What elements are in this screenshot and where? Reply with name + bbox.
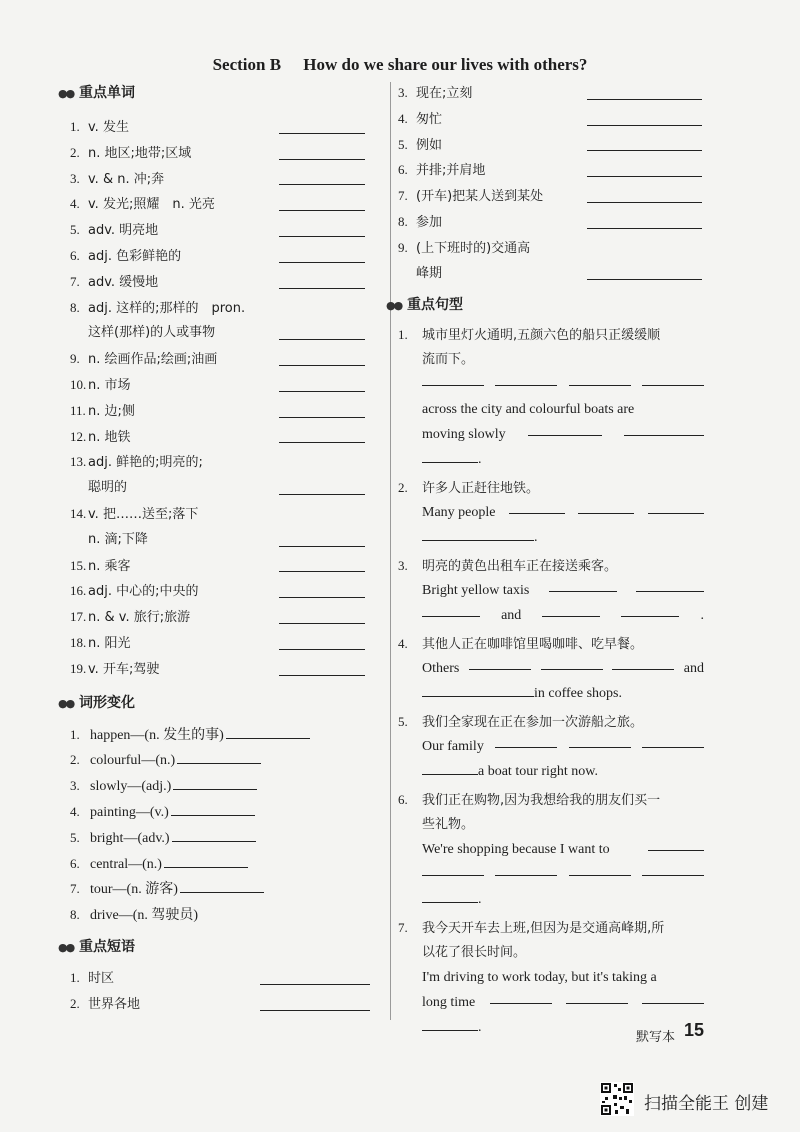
item-prompt: (上下班时的)交通高 [416,240,531,256]
sentence-chinese-text: 以花了很长时间。 [422,945,527,961]
item-number: 3. [398,85,408,100]
item-prompt: n. 乘客 [88,558,131,574]
item-prompt: 参加 [416,214,443,230]
item-prompt: colourful—(n.) [90,753,176,769]
item-prompt: v. 开车;驾驶 [88,661,160,677]
phrase-list-left [70,965,375,1017]
item-prompt: 并排;并肩地 [416,163,486,179]
sentence-text: in coffee shops. [534,686,622,702]
answer-blank[interactable] [279,622,365,624]
item-prompt: adj. 色彩鲜艳的 [88,248,182,264]
answer-blank[interactable] [422,449,478,463]
item-prompt: v. 把……送至;落下 [88,506,199,522]
item-prompt: happen—(n. 发生的事) [90,727,224,743]
vocab-item [70,424,375,450]
sentence-chinese-text: 城市里灯火通明,五颜六色的船只正缓缓顺 [422,328,661,344]
vocab-item [70,166,375,192]
wordform-item [70,722,375,748]
item-prompt: adv. 明亮地 [88,223,159,239]
answer-blank[interactable] [495,862,557,876]
item-number: 8. [70,907,80,923]
sentence-english-line [398,447,708,472]
answer-blank[interactable] [642,862,704,876]
vocab-item [70,140,375,166]
sentence-text: moving slowly [422,427,506,443]
sentence-english-line [398,862,708,887]
answer-blank[interactable] [279,493,365,495]
sentence-chinese-text: 许多人正赶往地铁。 [422,481,540,497]
item-prompt: n. 地铁 [88,429,131,445]
vocab-item [70,578,375,604]
item-number: 6. [398,162,408,178]
wordform-item [70,799,375,825]
sentence-text: and [501,608,522,624]
item-number: 1. [70,119,80,134]
sentence-chinese-text: 些礼物。 [422,817,475,833]
sentence-english-line [398,525,708,550]
answer-blank[interactable] [173,777,257,790]
phrases-heading: ●● 重点短语 [70,934,375,960]
sentence-text: Our family [422,739,484,755]
sentence-chinese [398,915,708,940]
answer-blank[interactable] [569,862,631,876]
right-column [386,80,708,1043]
wordform-item [70,825,375,851]
answer-blank[interactable] [260,983,370,985]
item-number: 2. [398,480,408,496]
phrase-item [398,235,708,261]
wordform-item [70,773,375,799]
item-number: 8. [398,213,408,229]
phrase-item [70,965,375,991]
item-number: 3. [70,778,80,794]
left-column [58,80,375,1017]
item-prompt: n. & v. 旅行;旅游 [88,610,191,626]
item-number: 9. [70,351,80,367]
sentence-text: Many people [422,505,496,521]
answer-blank[interactable] [180,880,264,893]
item-number: 4. [70,803,80,819]
item-number: 3. [70,170,80,186]
wordform-item [70,747,375,773]
answer-blank[interactable] [260,1009,370,1011]
answer-blank[interactable] [422,862,484,876]
answer-blank[interactable] [164,855,248,868]
item-prompt-continued: 峰期 [416,265,443,281]
section-label: Section B [212,55,282,74]
item-prompt: tour—(n. 游客) [90,882,178,898]
answer-blank[interactable] [648,837,704,851]
answer-blank[interactable] [279,338,365,340]
phrase-item [398,183,708,209]
sentence-english-line [398,837,708,862]
answer-blank[interactable] [587,201,702,203]
sentence-text: We're shopping because I want to [422,842,610,858]
answer-blank[interactable] [566,990,628,1004]
phrase-item [398,209,708,235]
item-number: 2. [70,144,80,160]
item-number: 5. [398,136,408,152]
answer-blank[interactable] [549,578,617,592]
section-bullet-icon: ●● [386,299,402,313]
answer-blank[interactable] [509,500,565,514]
sentence-text: long time [422,995,476,1011]
sentence-chinese [398,709,708,734]
vocab-item [70,114,375,140]
vocab-item [70,243,375,269]
answer-blank[interactable] [648,500,704,514]
vocab-item-continued [70,475,375,501]
item-number: 4. [398,636,408,652]
item-number: 8. [70,299,80,315]
answer-blank[interactable] [279,209,365,211]
vocab-item [70,191,375,217]
wordforms-heading: ●● 词形变化 [70,690,375,716]
answer-blank[interactable] [528,422,602,436]
answer-blank[interactable] [578,500,634,514]
sentence-text: . [478,892,482,908]
item-prompt: v. & n. 冲;奔 [88,171,165,187]
vocab-item [70,604,375,630]
sentence-english-line [398,681,708,706]
item-prompt: n. 绘画作品;绘画;油画 [88,352,218,368]
answer-blank[interactable] [279,261,365,263]
item-prompt: bright—(adv.) [90,830,170,846]
sentence-text: across the city and colourful boats are [422,402,635,418]
answer-blank[interactable] [279,158,365,160]
answer-blank[interactable] [621,603,679,617]
sentence-chinese-text: 其他人正在咖啡馆里喝咖啡、吃早餐。 [422,637,644,653]
sentence-english-line [398,887,708,912]
footer-label: 默写本 [636,1030,676,1045]
answer-blank[interactable] [279,364,365,366]
answer-blank[interactable] [279,545,365,547]
item-prompt: 例如 [416,137,443,153]
sentence-chinese [398,631,708,656]
item-prompt-continued: 这样(那样)的人或事物 [88,325,216,341]
vocab-item [70,346,375,372]
sentence-item [398,709,708,784]
sentence-item [398,787,708,912]
item-prompt: n. 边;侧 [88,403,135,419]
phrase-item [398,132,708,158]
item-number: 7. [70,273,80,289]
sentence-chinese [398,553,708,578]
answer-blank[interactable] [642,372,704,386]
sentence-chinese-text: 流而下。 [422,352,475,368]
sentence-text: I'm driving to work today, but it's taking a [422,970,657,986]
page-number: 15 [684,1020,705,1040]
answer-blank[interactable] [279,596,365,598]
answer-blank[interactable] [279,570,365,572]
item-number: 2. [70,995,80,1011]
sentence-chinese [398,812,708,837]
wordform-list [70,722,375,928]
sentence-item [398,915,708,1040]
vocab-item [70,372,375,398]
answer-blank[interactable] [624,422,704,436]
vocab-item [70,656,375,682]
sentence-english-line [398,734,708,759]
answer-blank[interactable] [279,287,365,289]
sentence-text: . [478,1020,482,1036]
vocab-item [70,553,375,579]
item-prompt: drive—(n. 驾驶员) [90,908,199,924]
item-prompt: adj. 这样的;那样的 pron. [88,300,246,316]
item-prompt: v. 发生 [88,120,129,135]
section-question: How do we share our lives with others? [303,55,588,74]
answer-blank[interactable] [541,656,603,670]
item-number: 9. [398,239,408,255]
item-prompt: n. 地区;地带;区域 [88,145,192,161]
item-number: 6. [70,247,80,263]
answer-blank[interactable] [642,990,704,1004]
answer-blank[interactable] [279,183,365,185]
item-number: 3. [398,558,408,574]
sentence-chinese-text: 我今天开车去上班,但因为是交通高峰期,所 [422,921,665,937]
section-bullet-icon: ●● [58,696,74,710]
vocab-item [70,295,375,321]
answer-blank[interactable] [642,734,704,748]
item-number: 4. [70,196,80,212]
phrase-list-right [398,80,708,286]
phrase-item [398,80,708,106]
sentence-chinese [398,475,708,500]
sentence-english-line [398,372,708,397]
vocab-item-continued [70,320,375,346]
item-number: 5. [70,222,80,238]
item-number: 7. [398,920,408,936]
section-bullet-icon: ●● [58,940,74,954]
sentence-list [398,322,708,1040]
item-prompt: v. 发光;照耀 n. 光亮 [88,197,215,213]
sentence-english-line [398,397,708,422]
answer-blank[interactable] [478,527,534,541]
item-prompt: adv. 缓慢地 [88,274,159,290]
sentence-english-line [398,603,708,628]
sentences-heading: ●● 重点句型 [398,292,708,318]
answer-blank[interactable] [587,175,702,177]
answer-blank[interactable] [542,603,600,617]
item-number: 7. [70,881,80,897]
page-title [0,55,800,75]
answer-blank[interactable] [569,734,631,748]
item-prompt: adj. 中心的;中央的 [88,584,199,600]
sentence-chinese-text: 我们全家现在正在参加一次游船之旅。 [422,715,644,731]
sentence-english-line [398,656,708,681]
answer-blank[interactable] [279,416,365,418]
vocab-item [70,217,375,243]
column-divider [390,82,391,1020]
item-prompt: 世界各地 [88,996,141,1012]
item-number: 1. [70,726,80,742]
sentence-chinese [398,347,708,372]
answer-blank[interactable] [279,648,365,650]
sentence-item [398,475,708,550]
answer-blank[interactable] [422,761,478,775]
item-number: 1. [398,327,408,343]
sentence-english-line [398,422,708,447]
item-number: 19. [70,660,87,676]
item-prompt: slowly—(adj.) [90,779,172,795]
item-number: 1. [70,969,80,985]
vocab-item [70,630,375,656]
answer-blank[interactable] [569,372,631,386]
item-number: 17. [70,609,87,625]
item-number: 16. [70,583,87,599]
answer-blank[interactable] [469,656,531,670]
sentence-text: . [478,452,482,468]
vocab-item [70,269,375,295]
scanner-watermark: 扫描全能王 创建 [644,1094,769,1114]
item-number: 6. [70,855,80,871]
item-prompt: (开车)把某人送到某处 [416,189,544,205]
answer-blank[interactable] [279,441,365,443]
sentence-text: a boat tour right now. [478,764,599,780]
item-number: 4. [398,110,408,126]
item-prompt: n. 市场 [88,377,131,393]
vocab-item [70,449,375,475]
answer-blank[interactable] [422,372,484,386]
sentence-text: and [683,661,704,677]
answer-blank[interactable] [279,390,365,392]
sentence-english-line [398,500,708,525]
item-number: 14. [70,505,87,521]
wordform-item [70,851,375,877]
sentence-chinese-text: 我们正在购物,因为我想给我的朋友们买一 [422,793,661,809]
vocab-list [70,114,375,682]
answer-blank[interactable] [279,132,365,134]
sentence-text: . [700,608,704,624]
answer-blank[interactable] [490,990,552,1004]
answer-blank[interactable] [422,1017,478,1031]
answer-blank[interactable] [495,734,557,748]
answer-blank[interactable] [587,98,702,100]
answer-blank[interactable] [177,751,261,764]
sentence-english-line [398,759,708,784]
answer-blank[interactable] [422,683,478,697]
answer-blank[interactable] [587,227,702,229]
item-number: 7. [398,188,408,204]
item-number: 6. [398,792,408,808]
answer-blank[interactable] [636,578,704,592]
sentence-item [398,553,708,628]
sentence-chinese [398,787,708,812]
answer-blank[interactable] [422,603,480,617]
phrase-item [70,991,375,1017]
item-number: 2. [70,752,80,768]
answer-blank[interactable] [279,235,365,237]
wordform-item [70,876,375,902]
item-number: 15. [70,557,87,573]
answer-blank[interactable] [171,803,255,816]
answer-blank[interactable] [226,726,310,739]
wordform-item [70,902,375,928]
phrase-item [398,106,708,132]
vocab-item [70,398,375,424]
vocab-item-continued [70,527,375,553]
answer-blank[interactable] [587,278,702,280]
item-number: 5. [398,714,408,730]
item-prompt: central—(n.) [90,856,162,872]
sentence-chinese [398,322,708,347]
answer-blank[interactable] [422,527,478,541]
phrase-item-continued [398,261,708,287]
sentence-chinese-text: 明亮的黄色出租车正在接送乘客。 [422,559,618,575]
item-prompt-continued: 聪明的 [88,480,128,496]
item-number: 12. [70,428,87,444]
sentence-item [398,322,708,472]
section-bullet-icon: ●● [58,87,74,100]
answer-blank[interactable] [422,889,478,903]
item-number: 13. [70,454,87,470]
answer-blank[interactable] [587,149,702,151]
item-prompt-continued: n. 滴;下降 [88,531,148,547]
item-prompt: 时区 [88,970,115,986]
sentence-chinese [398,940,708,965]
sentence-item [398,631,708,706]
answer-blank[interactable] [612,656,674,670]
item-number: 10. [70,376,87,392]
answer-blank[interactable] [279,674,365,676]
item-number: 18. [70,634,87,650]
qr-code-icon [600,1082,634,1116]
item-prompt: painting—(v.) [90,804,169,820]
sentence-text: Others [422,661,460,677]
item-prompt: 现在;立刻 [416,86,473,101]
answer-blank[interactable] [587,124,702,126]
sentence-text: . [534,530,538,546]
item-prompt: n. 阳光 [88,635,131,651]
item-prompt: adj. 鲜艳的;明亮的; [88,455,203,471]
answer-blank[interactable] [495,372,557,386]
vocab-item [70,501,375,527]
vocab-heading: ●● 重点单词 [70,80,375,106]
item-prompt: 匆忙 [416,111,443,127]
item-number: 5. [70,829,80,845]
sentence-english-line [398,990,708,1015]
sentence-text: Bright yellow taxis [422,583,530,599]
phrase-item [398,157,708,183]
sentence-english-line [398,578,708,603]
answer-blank[interactable] [478,683,534,697]
item-number: 11. [70,402,86,418]
sentence-english-line [398,965,708,990]
answer-blank[interactable] [172,829,256,842]
